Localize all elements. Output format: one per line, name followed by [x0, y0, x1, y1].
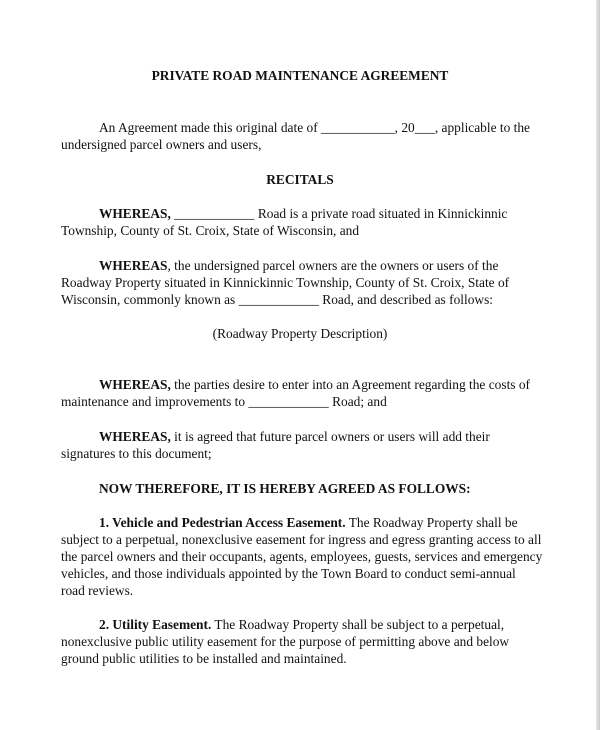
document-title: PRIVATE ROAD MAINTENANCE AGREEMENT [151, 68, 449, 83]
whereas-4-text: it is agreed that future parcel owners or users will add their [170, 429, 490, 444]
whereas-3-line-2: maintenance and improvements to ____________ Road; and [61, 394, 387, 409]
intro-line-2: undersigned parcel owners and users, [61, 137, 262, 152]
section-2-line-2: nonexclusive public utility easement for the purpose of permitting above and below [61, 634, 510, 649]
whereas-2-text: , the undersigned parcel owners are the owners or users of the [167, 258, 499, 273]
section-1-line-2: subject to a perpetual, nonexclusive easement for ingress and egress granting access to all [61, 532, 542, 547]
section-2-text: The Roadway Property shall be subject to a perpetual, [211, 617, 505, 632]
whereas-4-label: WHEREAS, [99, 429, 171, 444]
whereas-2-label: WHEREAS [99, 258, 168, 273]
section-1-heading: 1. Vehicle and Pedestrian Access Easement. [99, 515, 346, 530]
whereas-4-line-1 [99, 429, 600, 445]
whereas-1-text: ____________ Road is a private road situated in Kinnickinnic [170, 206, 508, 221]
intro-line-1: An Agreement made this original date of ___________, 20___, applicable to the [99, 120, 531, 135]
whereas-4-line-2: signatures to this document; [61, 446, 212, 461]
now-therefore-heading: NOW THEREFORE, IT IS HEREBY AGREED AS FOLLOWS: [99, 481, 471, 496]
section-1-line-4: vehicles, and those individuals appointed by the Town Board to conduct semi-annual [61, 566, 516, 581]
whereas-2-line-3: Wisconsin, commonly known as ____________ Road, and described as follows: [61, 292, 493, 307]
whereas-3-label: WHEREAS, [99, 377, 171, 392]
section-2-heading: 2. Utility Easement. [99, 617, 212, 632]
section-1-line-5: road reviews. [61, 583, 134, 598]
section-2-line-3: ground public utilities to be installed and maintained. [61, 651, 347, 666]
whereas-1-line-1 [99, 206, 600, 222]
section-1-text: The Roadway Property shall be [345, 515, 518, 530]
whereas-1-line-2: Township, County of St. Croix, State of Wisconsin, and [61, 223, 360, 238]
section-2-line-1 [99, 617, 600, 633]
section-1-line-1 [99, 515, 600, 531]
section-1-line-3: the parcel owners and their occupants, agents, employees, guests, services and emergency [61, 549, 543, 564]
roadway-description: (Roadway Property Description) [212, 326, 388, 341]
whereas-2-line-1 [99, 258, 600, 274]
whereas-3-line-1 [99, 377, 600, 393]
recitals-heading: RECITALS [266, 172, 334, 187]
page-edge-shadow [596, 0, 600, 730]
whereas-3-text: the parties desire to enter into an Agreement regarding the costs of [170, 377, 531, 392]
whereas-1-label: WHEREAS, [99, 206, 171, 221]
whereas-2-line-2: Roadway Property situated in Kinnickinnic Township, County of St. Croix, State of [61, 275, 510, 290]
